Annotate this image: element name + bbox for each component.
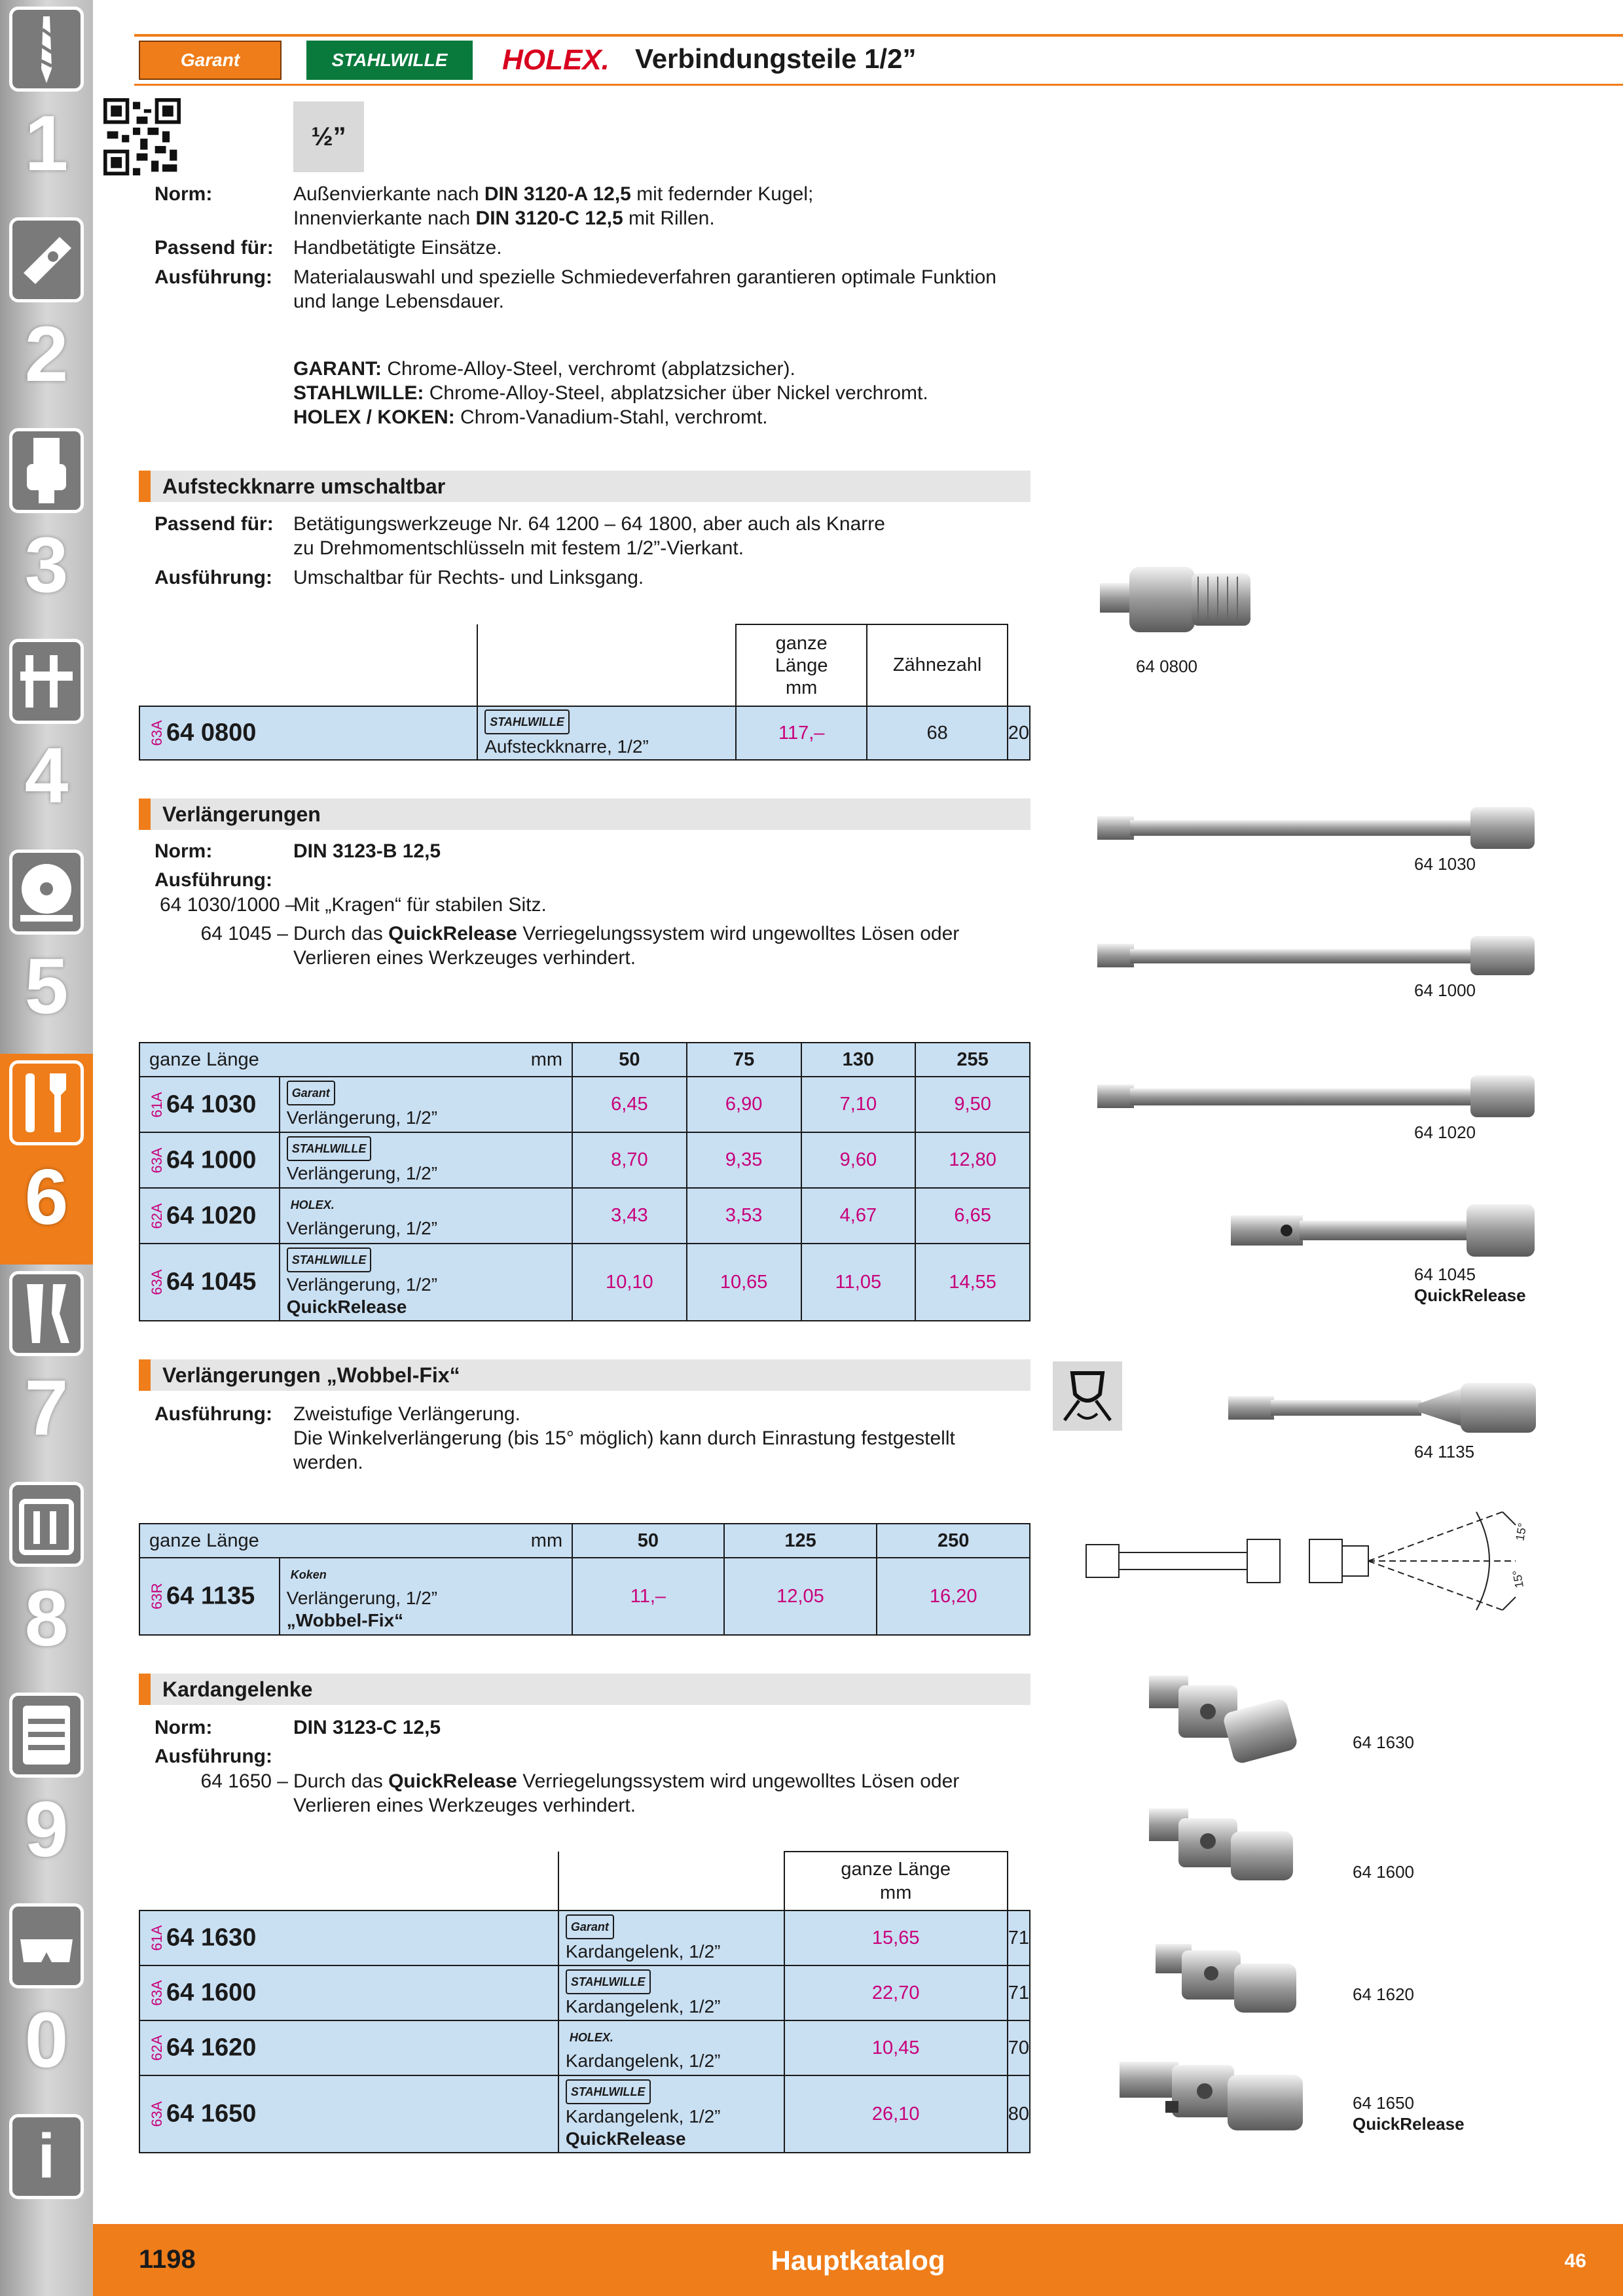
article-desc: HOLEX. Verlängerung, 1/2”	[280, 1188, 572, 1244]
s3-ausf-label: Ausführung:	[155, 1403, 272, 1425]
article-desc: STAHLWILLE Verlängerung, 1/2” QuickRelease	[280, 1244, 572, 1321]
image-label: 64 1600	[1353, 1862, 1414, 1882]
sidebar-tab-4[interactable]	[0, 632, 93, 843]
s4-product-table	[139, 1851, 1030, 2153]
s2-ref-2: 64 1045 –	[200, 923, 288, 944]
hdr-unit: mm	[280, 1043, 572, 1077]
ratchet-adapter-image	[1093, 554, 1257, 645]
s1-col-teeth: Zähnezahl	[867, 624, 1007, 706]
col-50: 50	[572, 1524, 724, 1558]
table-row[interactable]	[139, 2075, 1030, 2153]
passend-text: Handbetätigte Einsätze.	[293, 237, 502, 259]
article-desc: HOLEX. Kardangelenk, 1/2”	[558, 2020, 784, 2075]
article-desc: Garant Kardangelenk, 1/2”	[558, 1910, 784, 1965]
s4-ausf-2: Verlieren eines Werkzeuges verhindert.	[293, 1795, 636, 1816]
drawing-angle-bottom: 15°	[1510, 1569, 1526, 1589]
price: 11,–	[572, 1558, 724, 1635]
norm-line-2: Innenvierkante nach DIN 3120-C 12,5 mit Rillen.	[293, 207, 715, 229]
sidebar-tab-number: 0	[24, 1996, 69, 2084]
price: 10,10	[572, 1244, 687, 1321]
section-title: Verlängerungen	[162, 802, 321, 826]
sidebar-tab-9[interactable]	[0, 1686, 93, 1897]
garant-logo: Garant	[139, 41, 282, 80]
image-label: 64 1620	[1353, 1984, 1414, 2004]
article-id: 62A 64 1620	[139, 2020, 558, 2075]
price: 4,67	[801, 1188, 916, 1244]
s1-product-table	[139, 624, 1030, 761]
col-255: 255	[915, 1043, 1030, 1077]
price: 3,43	[572, 1188, 687, 1244]
price: 8,70	[572, 1132, 687, 1188]
s3-ausf-2: Die Winkelverlängerung (bis 15° möglich) kann durch Einrastung festgestellt	[293, 1427, 955, 1449]
price: 12,05	[724, 1558, 877, 1635]
image-label-quickrelease: QuickRelease	[1414, 1285, 1526, 1305]
s3-product-table	[139, 1523, 1030, 1636]
material-stahlwille: STAHLWILLE: Chrome-Alloy-Steel, abplatzsicher über Nickel verchromt.	[293, 382, 928, 404]
article-desc: Koken Verlängerung, 1/2” „Wobbel-Fix“	[280, 1558, 572, 1635]
price: 10,65	[687, 1244, 801, 1321]
image-label: 64 0800	[1136, 656, 1197, 676]
article-id: 63A 64 1045	[139, 1244, 280, 1321]
caliper-icon	[9, 639, 84, 724]
section-header-wobbel-fix	[139, 1359, 1030, 1391]
sidebar-tab-6[interactable]	[0, 1054, 93, 1265]
article-desc: STAHLWILLE Kardangelenk, 1/2”	[558, 1965, 784, 2020]
safety-glasses-icon	[9, 1903, 84, 1988]
sidebar-tab-8[interactable]	[0, 1475, 93, 1686]
price: 6,45	[572, 1077, 687, 1132]
price: 11,05	[801, 1244, 916, 1321]
article-id: 62A 64 1020	[139, 1188, 280, 1244]
length: 68	[867, 706, 1007, 760]
s1-ausf-label: Ausführung:	[155, 567, 272, 588]
s2-ausf-2b: Verlieren eines Werkzeuges verhindert.	[293, 947, 636, 969]
article-id: 63A 64 1000	[139, 1132, 280, 1188]
stahlwille-logo: STAHLWILLE	[306, 41, 473, 80]
sidebar-tab-3[interactable]	[0, 422, 93, 632]
article-desc: Garant Verlängerung, 1/2”	[280, 1077, 572, 1132]
universal-joint-image	[1142, 1666, 1300, 1770]
s4-norm-label: Norm:	[155, 1717, 213, 1738]
price: 14,55	[915, 1244, 1030, 1321]
sidebar-tab-number: 9	[24, 1785, 69, 1873]
sidebar-tab-number: 5	[24, 942, 69, 1030]
s1-passend-label: Passend für:	[155, 513, 274, 535]
ausfuehrung-line-2: und lange Lebensdauer.	[293, 291, 504, 312]
size-badge: ½”	[293, 101, 364, 172]
s4-ausf-label: Ausführung:	[155, 1746, 272, 1767]
s3-ausf-3: werden.	[293, 1452, 363, 1473]
footer-title: Hauptkatalog	[771, 2245, 945, 2276]
s4-col-length: ganze Länge mm	[784, 1852, 1008, 1910]
price: 117,–	[736, 706, 867, 760]
article-desc: STAHLWILLE Aufsteckknarre, 1/2”	[477, 706, 736, 760]
image-label: 64 1030	[1414, 854, 1476, 874]
table-row[interactable]	[139, 1965, 1030, 2020]
qr-code-icon[interactable]	[103, 98, 181, 175]
image-label: 64 1045	[1414, 1265, 1476, 1284]
workbench-icon	[9, 1693, 84, 1778]
footer-page-index: 46	[1564, 2250, 1586, 2272]
passend-label: Passend für:	[155, 237, 274, 259]
wobbel-fix-extension-image	[1228, 1378, 1536, 1437]
article-id: 63A 64 0800	[139, 706, 477, 760]
s3-ausf-1: Zweistufige Verlängerung.	[293, 1403, 520, 1425]
footer-bar	[93, 2224, 1623, 2296]
article-desc: STAHLWILLE Kardangelenk, 1/2” QuickRelease	[558, 2075, 784, 2153]
s2-product-table	[139, 1042, 1030, 1321]
sidebar-tab-0[interactable]	[0, 1897, 93, 2108]
table-row[interactable]	[139, 1244, 1030, 1321]
info-letter: i	[37, 2121, 56, 2191]
table-row[interactable]	[139, 1188, 1030, 1244]
sidebar-tab-number: 2	[24, 310, 69, 398]
price: 12,80	[915, 1132, 1030, 1188]
extension-bar-image	[1097, 802, 1535, 854]
sidebar-tab-info[interactable]	[0, 2108, 93, 2224]
s1-passend-line-2: zu Drehmomentschlüsseln mit festem 1/2”-Vierkant.	[293, 537, 744, 559]
section-header-verlaengerungen	[139, 798, 1030, 830]
section-header-aufsteckknarre	[139, 471, 1030, 502]
norm-label: Norm:	[155, 183, 213, 205]
image-label: 64 1000	[1414, 980, 1476, 1000]
sidebar-tab-number: 6	[24, 1153, 69, 1241]
article-id: 61A 64 1030	[139, 1077, 280, 1132]
price: 9,60	[801, 1132, 916, 1188]
price: 6,65	[915, 1188, 1030, 1244]
category-sidebar	[0, 0, 93, 2296]
tool-case-icon	[9, 1482, 84, 1567]
price: 6,90	[687, 1077, 801, 1132]
s2-ausf-1: Mit „Kragen“ für stabilen Sitz.	[293, 894, 547, 916]
s1-col-length: ganze Länge mm	[736, 624, 867, 706]
sidebar-tab-2[interactable]	[0, 211, 93, 422]
teeth: 20	[1008, 706, 1030, 760]
col-130: 130	[801, 1043, 916, 1077]
header-rule-bottom	[134, 84, 1623, 86]
hdr-length: ganze Länge	[139, 1524, 280, 1558]
table-row[interactable]	[139, 2020, 1030, 2075]
wobbel-fix-technical-drawing	[1084, 1499, 1542, 1623]
price: 9,35	[687, 1132, 801, 1188]
s1-ausf-text: Umschaltbar für Rechts- und Linksgang.	[293, 567, 644, 588]
length: 71	[1008, 1965, 1030, 2020]
price: 9,50	[915, 1077, 1030, 1132]
sidebar-tab-number: 3	[24, 521, 69, 609]
sidebar-tab-5[interactable]	[0, 843, 93, 1054]
col-125: 125	[724, 1524, 877, 1558]
section-title: Aufsteckknarre umschaltbar	[162, 475, 446, 498]
col-75: 75	[687, 1043, 801, 1077]
length: 80	[1008, 2075, 1030, 2153]
section-title: Verlängerungen „Wobbel-Fix“	[162, 1363, 460, 1387]
section-header-kardangelenke	[139, 1674, 1030, 1705]
holex-logo: HOLEX.	[502, 44, 610, 76]
article-desc: STAHLWILLE Verlängerung, 1/2”	[280, 1132, 572, 1188]
sidebar-tab-number: 7	[24, 1364, 69, 1452]
price: 16,20	[877, 1558, 1030, 1635]
section-title: Kardangelenke	[162, 1677, 313, 1701]
extension-bar-image	[1097, 929, 1535, 982]
universal-joint-image	[1149, 1934, 1300, 2019]
table-row[interactable]	[139, 1910, 1030, 1965]
sidebar-tab-number: 1	[24, 99, 69, 187]
sidebar-tab-1[interactable]	[0, 0, 93, 211]
page-title: Verbindungsteile 1/2”	[635, 43, 917, 74]
s2-ausf-2: Durch das QuickRelease Verriegelungssystem wird ungewolltes Lösen oder	[293, 923, 960, 944]
material-holex-koken: HOLEX / KOKEN: Chrom-Vanadium-Stahl, verchromt.	[293, 406, 768, 428]
wrench-icon	[9, 1060, 84, 1145]
ausfuehrung-line-1: Materialauswahl und spezielle Schmiedeverfahren garantieren optimale Funktion	[293, 266, 996, 288]
price: 10,45	[784, 2020, 1008, 2075]
article-id: 61A 64 1630	[139, 1910, 558, 1965]
s2-ausf-label: Ausführung:	[155, 869, 272, 891]
image-label: 64 1135	[1414, 1442, 1475, 1462]
sidebar-tab-number: 4	[24, 732, 69, 819]
s2-ref-1: 64 1030/1000 –	[160, 894, 297, 916]
image-label-quickrelease: QuickRelease	[1353, 2114, 1465, 2134]
price: 15,65	[784, 1910, 1008, 1965]
price: 3,53	[687, 1188, 801, 1244]
image-label: 64 1020	[1414, 1122, 1476, 1142]
price: 22,70	[784, 1965, 1008, 2020]
drill-bit-icon	[9, 7, 84, 92]
hdr-length: ganze Länge	[139, 1043, 280, 1077]
universal-joint-quickrelease-image	[1113, 2049, 1309, 2134]
price: 26,10	[784, 2075, 1008, 2153]
grinding-disc-icon	[9, 850, 84, 935]
cutting-insert-icon	[9, 217, 84, 302]
universal-joint-image	[1142, 1799, 1300, 1890]
page-number: 1198	[139, 2245, 196, 2274]
s4-ref: 64 1650 –	[200, 1770, 288, 1792]
extension-bar-quickrelease-image	[1231, 1201, 1535, 1260]
image-label: 64 1650	[1353, 2093, 1414, 2113]
col-250: 250	[877, 1524, 1030, 1558]
table-row[interactable]	[139, 1077, 1030, 1132]
s2-norm-label: Norm:	[155, 840, 213, 862]
length: 71	[1008, 1910, 1030, 1965]
wobble-angle-icon	[1053, 1361, 1122, 1431]
table-row[interactable]	[139, 1132, 1030, 1188]
tool-holder-icon	[9, 428, 84, 513]
material-garant: GARANT: Chrome-Alloy-Steel, verchromt (abplatzsicher).	[293, 358, 795, 380]
price: 7,10	[801, 1077, 916, 1132]
s2-norm-text: DIN 3123-B 12,5	[293, 840, 441, 862]
extension-bar-image	[1097, 1070, 1535, 1122]
sidebar-tab-7[interactable]	[0, 1265, 93, 1475]
norm-line-1: Außenvierkante nach DIN 3120-A 12,5 mit federnder Kugel;	[293, 183, 814, 205]
article-id: 63A 64 1650	[139, 2075, 558, 2153]
s4-norm-text: DIN 3123-C 12,5	[293, 1717, 441, 1738]
sidebar-tab-number: 8	[24, 1575, 69, 1662]
col-50: 50	[572, 1043, 687, 1077]
s1-passend-line-1: Betätigungswerkzeuge Nr. 64 1200 – 64 1800, aber auch als Knarre	[293, 513, 885, 535]
info-icon	[9, 2114, 84, 2199]
article-id: 63R 64 1135	[139, 1558, 280, 1635]
ausfuehrung-label: Ausführung:	[155, 266, 272, 288]
article-id: 63A 64 1600	[139, 1965, 558, 2020]
length: 70	[1008, 2020, 1030, 2075]
header-rule-top	[134, 34, 1623, 37]
image-label: 64 1630	[1353, 1732, 1414, 1752]
drawing-angle-top: 15°	[1513, 1522, 1529, 1542]
hdr-unit: mm	[280, 1524, 572, 1558]
table-row[interactable]	[139, 706, 1030, 760]
s4-ausf-1: Durch das QuickRelease Verriegelungssystem wird ungewolltes Lösen oder	[293, 1770, 960, 1792]
table-row[interactable]	[139, 1558, 1030, 1635]
pliers-icon	[9, 1271, 84, 1356]
